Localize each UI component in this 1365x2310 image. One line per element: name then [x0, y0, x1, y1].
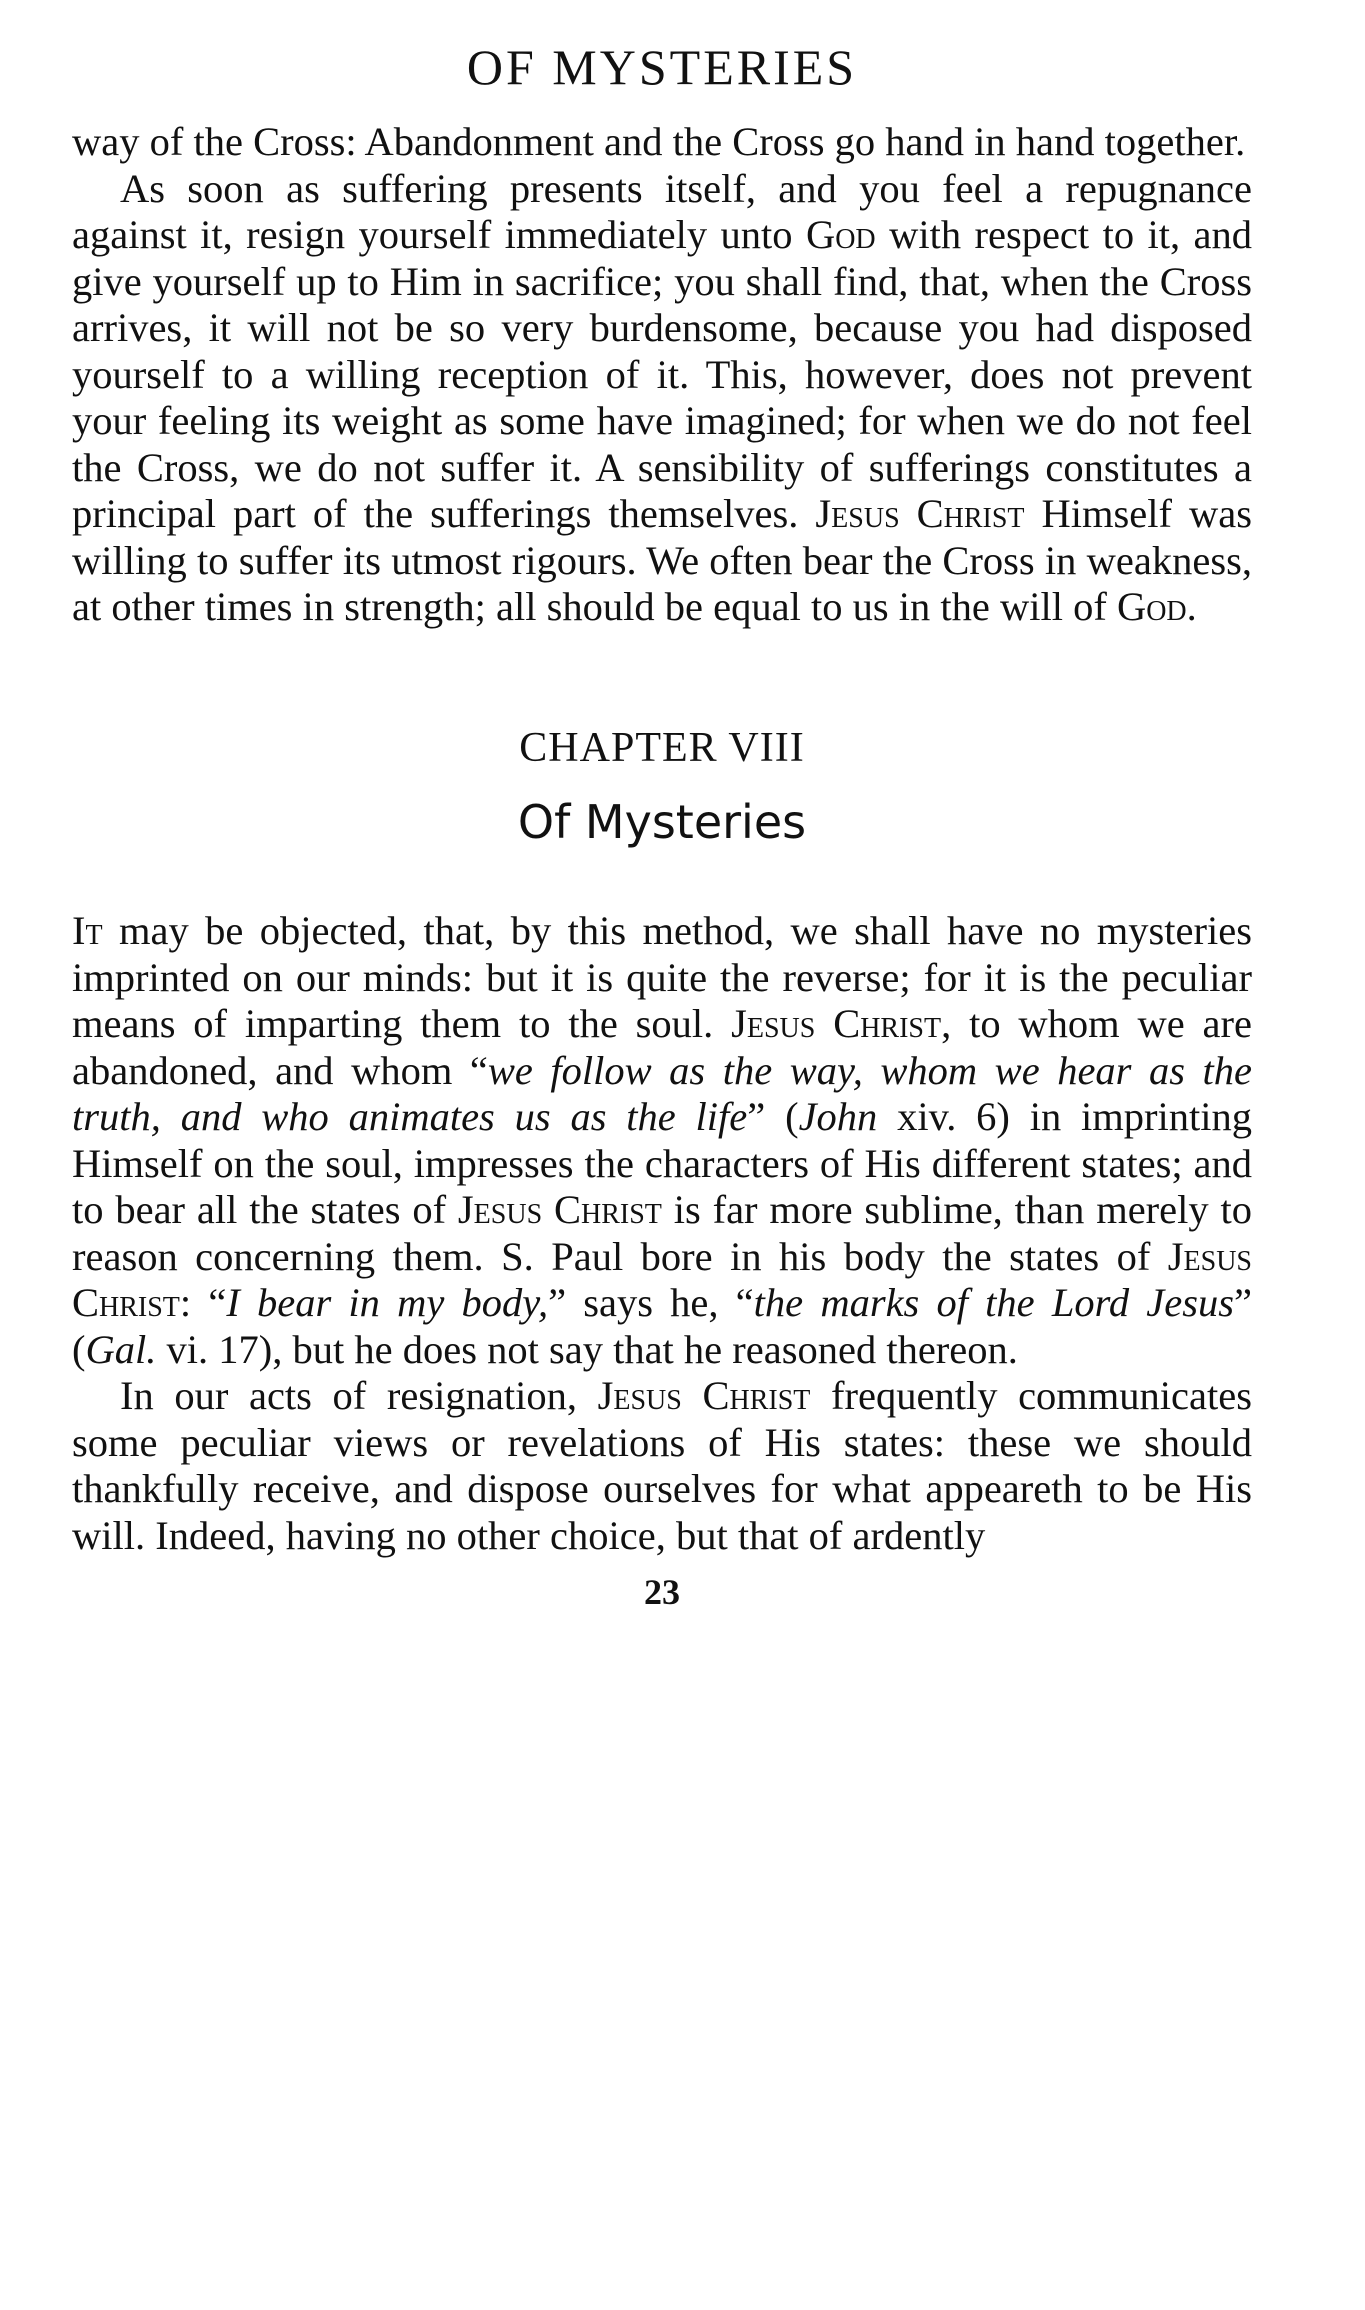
text-run: ” ( — [747, 1094, 799, 1140]
small-caps-run: Jesus Christ — [72, 1233, 1252, 1326]
text-run: : “ — [179, 1280, 227, 1326]
text-run: may be objected, that, by this method, we shall have no mysteries imprinted on our minds: but it is quite the reverse; for it is the peculiar means of imparting them to the soul. — [72, 908, 1252, 1047]
small-caps-run: Jesus Christ — [815, 491, 1025, 536]
text-run: frequently communicates some peculiar views or revelations of His states: these we should thankfully receive, and dispose ourselves for what appeareth to be His will. Indeed, having no other choice, but that of ardently — [72, 1373, 1252, 1558]
text-run: In our acts of resignation, — [120, 1373, 598, 1419]
book-page — [72, 40, 1252, 1613]
text-run: with respect to it, and give yourself up to Him in sacrifice; you shall find, that, when the Cross arrives, it will not be so very burdensome, because you had disposed yourself to a willing reception of it. This, however, does not prevent your feeling its weight as some have imagined; for when we do not feel the Cross, we do not suffer it. A sensibility of sufferings constitutes a principal part of the sufferings themselves. — [72, 212, 1252, 536]
italic-quote: we follow as the way, whom we hear as the truth, and who animates us as the life — [72, 1047, 1252, 1140]
italic-quote: I bear in my body, — [226, 1280, 549, 1326]
italic-quote: the marks of the Lord Jesus — [753, 1280, 1234, 1326]
paragraph-continuation: way of the Cross: Abandonment and the Cross go hand in hand together. — [72, 119, 1246, 164]
text-run: is far more sublime, than merely to reason concerning them. S. Paul bore in his body the states of — [72, 1187, 1252, 1279]
small-caps-run: Jesus Christ — [597, 1373, 811, 1419]
small-caps-run: God — [805, 212, 876, 257]
text-run: Himself was willing to suffer its utmost rigours. We often bear the Cross in weakness, at other times in strength; all should be equal to us in the will of — [72, 491, 1252, 629]
paragraph-resignation — [72, 1373, 1252, 1559]
small-caps-run: It — [72, 908, 103, 954]
text-run: xiv. 6) in imprinting Himself on the soul, impresses the characters of His different states; and to bear all the states of — [72, 1094, 1253, 1233]
text-run: ” says he, “ — [548, 1280, 754, 1326]
text-run: , to whom we are abandoned, and whom “ — [72, 1001, 1252, 1093]
small-caps-run: Jesus Christ — [731, 1001, 942, 1047]
page-number: 23 — [644, 1572, 680, 1613]
text-run: ” ( — [72, 1280, 1252, 1372]
text-run: . — [1186, 584, 1197, 629]
text-run: vi. 17), but he does not say that he reasoned thereon. — [156, 1326, 1018, 1372]
text-run: As soon as suffering presents itself, and you feel a repugnance against it, resign yourself immediately unto — [72, 165, 1252, 257]
chapter-number: CHAPTER VIII — [519, 724, 805, 771]
running-head: OF MYSTERIES — [466, 39, 858, 95]
paragraph-suffering — [72, 166, 1252, 631]
italic-citation: Gal. — [85, 1326, 157, 1372]
italic-citation: John — [798, 1094, 878, 1140]
chapter-title: Of Mysteries — [517, 794, 807, 849]
paragraph-mysteries — [72, 908, 1252, 1373]
small-caps-run: God — [1116, 584, 1187, 629]
small-caps-run: Jesus Christ — [457, 1187, 662, 1233]
